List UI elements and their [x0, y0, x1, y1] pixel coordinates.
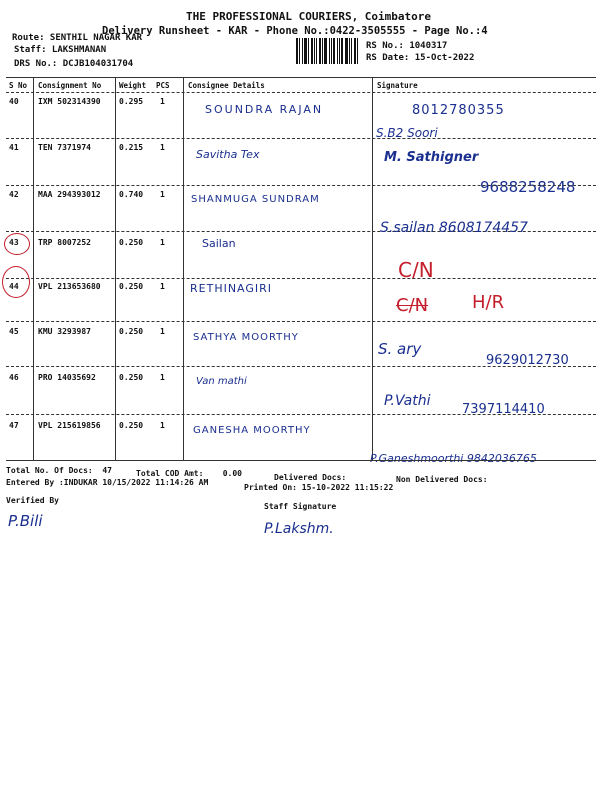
- row-pcs: 1: [160, 190, 165, 199]
- route-label: Route: SENTHIL NAGAR KAR: [12, 33, 143, 43]
- total-cod: Total COD Amt: 0.00: [136, 469, 242, 478]
- table-header-rule: [6, 92, 596, 93]
- row-signature: S. ary: [378, 340, 422, 358]
- barcode-bar: [319, 38, 321, 64]
- barcode-bar: [331, 38, 332, 64]
- row-sno: 46: [9, 373, 19, 382]
- row-consignment: IXM 502314390: [38, 97, 101, 106]
- barcode-bar: [314, 38, 315, 64]
- col-header-pcs: PCS: [156, 81, 170, 90]
- row-consignee-handwritten: GANESHA MOORTHY: [193, 425, 311, 436]
- table-top-rule: [6, 77, 596, 78]
- row-consignment: VPL 213653680: [38, 282, 101, 291]
- row-consignment: MAA 294393012: [38, 190, 101, 199]
- row-consignee-handwritten: RETHINAGIRI: [190, 282, 273, 295]
- row-weight: 0.250: [119, 282, 144, 291]
- barcode-bar: [296, 38, 298, 64]
- table-bottom-rule: [6, 460, 596, 461]
- drs-number: DRS No.: DCJB104031704: [14, 59, 134, 69]
- row-sno: 45: [9, 327, 19, 336]
- col-header-sno: S No: [9, 81, 28, 90]
- row-weight: 0.250: [119, 238, 144, 247]
- col-header-consignee: Consignee Details: [188, 81, 265, 90]
- barcode-bar: [316, 38, 317, 64]
- non-delivered-docs: Non Delivered Docs:: [396, 475, 488, 484]
- row-signature: 8012780355: [412, 103, 505, 118]
- row-signature: P.Vathi: [384, 393, 431, 409]
- row-pcs: 1: [160, 373, 165, 382]
- rs-date: RS Date: 15-Oct-2022: [366, 53, 475, 63]
- row-signature: M. Sathigner: [384, 150, 479, 165]
- barcode-bar: [308, 38, 309, 64]
- row-signature-note: S.B2 Soori: [376, 126, 438, 140]
- row-consignee-handwritten: SHANMUGA SUNDRAM: [191, 194, 320, 205]
- row-divider: [6, 278, 596, 279]
- row-divider: [6, 185, 596, 186]
- row-consignee-handwritten: Sailan: [202, 237, 236, 250]
- row-weight: 0.250: [119, 421, 144, 430]
- company-name: THE PROFESSIONAL COURIERS, Coimbatore: [186, 10, 432, 23]
- row-weight: 0.250: [119, 327, 144, 336]
- row-pcs: 1: [160, 421, 165, 430]
- delivered-docs: Delivered Docs:: [274, 473, 347, 482]
- row-signature-note: C/N: [398, 258, 434, 282]
- barcode-bar: [333, 38, 335, 64]
- row-signature-note: 9629012730: [486, 353, 569, 368]
- col-header-signature: Signature: [377, 81, 418, 90]
- row-sno: 42: [9, 190, 19, 199]
- staff-signature: P.Lakshm.: [264, 521, 334, 537]
- barcode-bar: [341, 38, 343, 64]
- verified-signature: P.Bili: [8, 512, 43, 530]
- row-signature: C/N: [396, 295, 429, 316]
- barcode-image: [296, 38, 362, 64]
- barcode-bar: [299, 38, 300, 64]
- barcode-bar: [322, 38, 323, 64]
- rs-number: RS No.: 1040317: [366, 41, 448, 51]
- row-pcs: 1: [160, 143, 165, 152]
- row-signature-note: 7397114410: [462, 402, 545, 417]
- row-pcs: 1: [160, 282, 165, 291]
- barcode-bar: [302, 38, 303, 64]
- row-consignee-handwritten: SOUNDRA RAJAN: [205, 103, 324, 116]
- col-divider: [372, 77, 373, 460]
- barcode-bar: [311, 38, 313, 64]
- row-divider: [6, 138, 596, 139]
- row-divider: [6, 321, 596, 322]
- barcode-bar: [337, 38, 338, 64]
- row-weight: 0.295: [119, 97, 144, 106]
- row-consignee-handwritten: Savitha Tex: [196, 148, 260, 161]
- row-pcs: 1: [160, 327, 165, 336]
- row-consignment: VPL 215619856: [38, 421, 101, 430]
- col-divider: [115, 77, 116, 460]
- row-signature-note: H/R: [472, 292, 505, 313]
- verified-by-label: Verified By: [6, 496, 59, 505]
- row-pcs: 1: [160, 238, 165, 247]
- row-consignment: TRP 8007252: [38, 238, 91, 247]
- row-sno: 43: [9, 238, 19, 247]
- col-header-consignment: Consignment No: [38, 81, 102, 90]
- row-weight: 0.215: [119, 143, 144, 152]
- row-signature-note: 9688258248: [480, 178, 576, 196]
- printed-on: Printed On: 15-10-2022 11:15:22: [244, 483, 394, 492]
- barcode-bar: [304, 38, 307, 64]
- barcode-bar: [324, 38, 327, 64]
- row-divider: [6, 366, 596, 367]
- barcode-bar: [354, 38, 356, 64]
- row-consignment: TEN 7371974: [38, 143, 91, 152]
- col-header-weight: Weight: [119, 81, 147, 90]
- row-pcs: 1: [160, 97, 165, 106]
- entered-by: Entered By :INDUKAR 10/15/2022 11:14:26 AM: [6, 478, 209, 487]
- row-weight: 0.740: [119, 190, 144, 199]
- row-weight: 0.250: [119, 373, 144, 382]
- row-signature: P.Ganeshmoorthi 9842036765: [370, 452, 537, 465]
- row-sno: 47: [9, 421, 19, 430]
- col-divider: [183, 77, 184, 460]
- row-sno: 41: [9, 143, 19, 152]
- row-sno: 40: [9, 97, 19, 106]
- row-consignment: KMU 3293987: [38, 327, 91, 336]
- barcode-bar: [349, 38, 350, 64]
- total-docs: Total No. Of Docs: 47: [6, 466, 112, 475]
- row-signature: S.sailan 8608174457: [380, 220, 528, 236]
- barcode-bar: [351, 38, 352, 64]
- row-sno: 44: [9, 282, 19, 291]
- staff-label: Staff: LAKSHMANAN: [14, 45, 107, 55]
- barcode-bar: [339, 38, 340, 64]
- row-consignee-handwritten: Van mathi: [196, 376, 247, 387]
- row-divider: [6, 414, 596, 415]
- barcode-bar: [345, 38, 348, 64]
- row-consignee-handwritten: SATHYA MOORTHY: [193, 332, 299, 343]
- barcode-bar: [329, 38, 330, 64]
- runsheet-title: Delivery Runsheet - KAR - Phone No.:0422-3505555 - Page No.:4: [102, 25, 488, 37]
- row-consignment: PRO 14035692: [38, 373, 96, 382]
- col-divider: [33, 77, 34, 460]
- staff-signature-label: Staff Signature: [264, 502, 337, 511]
- barcode-bar: [357, 38, 358, 64]
